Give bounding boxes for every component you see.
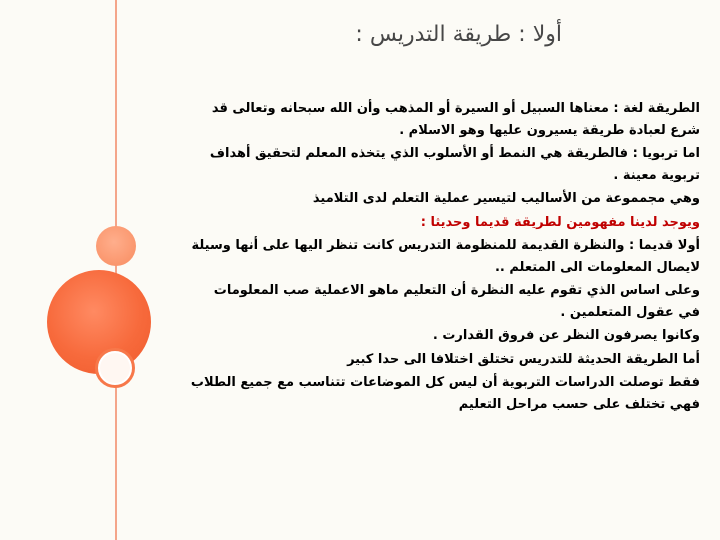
- paragraph-7: وكانوا يصرفون النظر عن فروق القدارت .: [432, 328, 700, 343]
- paragraph-9: فقط توصلت الدراسات التربوية أن ليس كل الموضاعات تتناسب مع جميع الطلاب فهي تختلف على حسب مراحل التعليم: [190, 375, 700, 412]
- paragraph-8: أما الطريقة الحديثة للتدريس تختلق اختلافا الى حدا كبير: [347, 351, 700, 367]
- paragraph-1: الطريقة لغة : معناها السبيل أو السيرة أو المذهب وأن الله سبحانه وتعالى قد شرع لعبادة طريقة يسيرون عليها وهو الاسلام .: [211, 101, 700, 138]
- ring-circle-inner: [100, 353, 130, 383]
- paragraph-5: أولا قديما : والنظرة القديمة للمنظومة التدريس كانت تنظر اليها على أنها وسيلة لايصال المعلومات الى المتعلم ..: [191, 238, 700, 275]
- slide-title: أولا : طريقة التدريس :: [355, 22, 562, 47]
- small-circle-decoration: [96, 226, 136, 266]
- paragraph-6: وعلى اساس الذي تقوم عليه النظرة أن التعليم ماهو الاعملية صب المعلومات في عقول المتعلمين .: [213, 283, 700, 320]
- decorative-vertical-line: [115, 0, 117, 540]
- slide-body: [190, 98, 700, 417]
- paragraph-3: وهي مجمموعة من الأساليب لتيسير عملية التعلم لدى التلاميذ: [312, 191, 700, 206]
- paragraph-2: اما تربويا : فالطريقة هي النمط أو الأسلوب الذي يتخذه المعلم لتحقيق أهداف تربوية معينة .: [209, 146, 700, 183]
- paragraph-4-highlight: ويوجد لدينا مفهومين لطريقة قديما وحديثا :: [420, 214, 700, 230]
